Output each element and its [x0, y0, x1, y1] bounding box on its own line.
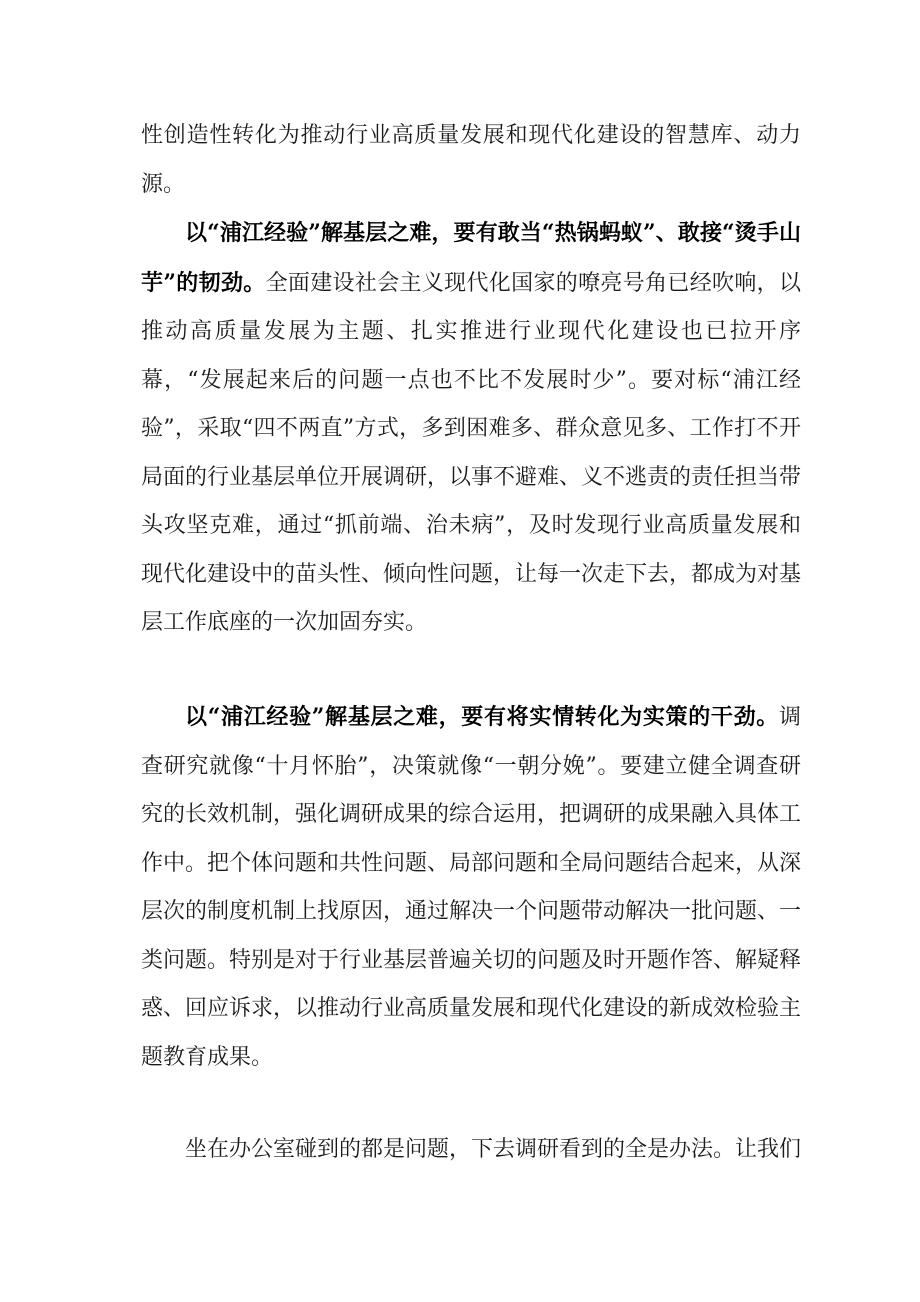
paragraph-lead: 以“浦江经验”解基层之难，要有将实情转化为实策的干劲。 — [185, 704, 779, 730]
paragraph-continuation — [141, 112, 801, 209]
paragraph-lead: 以“浦江经验”解基层之难，要有敢当“热锅蚂蚁”、敢接“烫手山芋”的韧劲。 — [141, 220, 801, 296]
paragraph-body: 性创造性转化为推动行业高质量发展和现代化建设的智慧库、动力源。 — [141, 123, 801, 197]
paragraph-pujiang-drive — [141, 693, 801, 1082]
paragraph-body: 调查研究就像“十月怀胎”，决策就像“一朝分娩”。要建立健全调查研究的长效机制，强化调研成果的综合运用，把调研的成果融入具体工作中。把个体问题和共性问题、局部问题和全局问题结合起来，从深层次的制度机制上找原因，通过解决一个问题带动解决一批问题、一类问题。特别是对于行业基层普遍关切的问题及时开题作答、解疑释惑、回应诉求，以推动行业高质量发展和现代化建设的新成效检验主题教育成果。 — [141, 705, 802, 1070]
paragraph-body: 坐在办公室碰到的都是问题，下去调研看到的全是办法。让我们 — [185, 1137, 802, 1162]
paragraph-closing — [141, 1126, 801, 1175]
paragraph-body: 全面建设社会主义现代化国家的嘹亮号角已经吹响，以推动高质量发展为主题、扎实推进行业现代化建设也已拉开序幕，“发展起来后的问题一点也不比不发展时少”。要对标“浦江经验”，采取“四不两直”方式，多到困难多、群众意见多、工作打不开局面的行业基层单位开展调研，以事不避难、义不逃责的责任担当带头攻坚克难，通过“抓前端、治未病”，及时发现行业高质量发展和现代化建设中的苗头性、倾向性问题，让每一次走下去，都成为对基层工作底座的一次加固夯实。 — [141, 270, 802, 635]
paragraph-pujiang-resilience — [141, 209, 801, 648]
